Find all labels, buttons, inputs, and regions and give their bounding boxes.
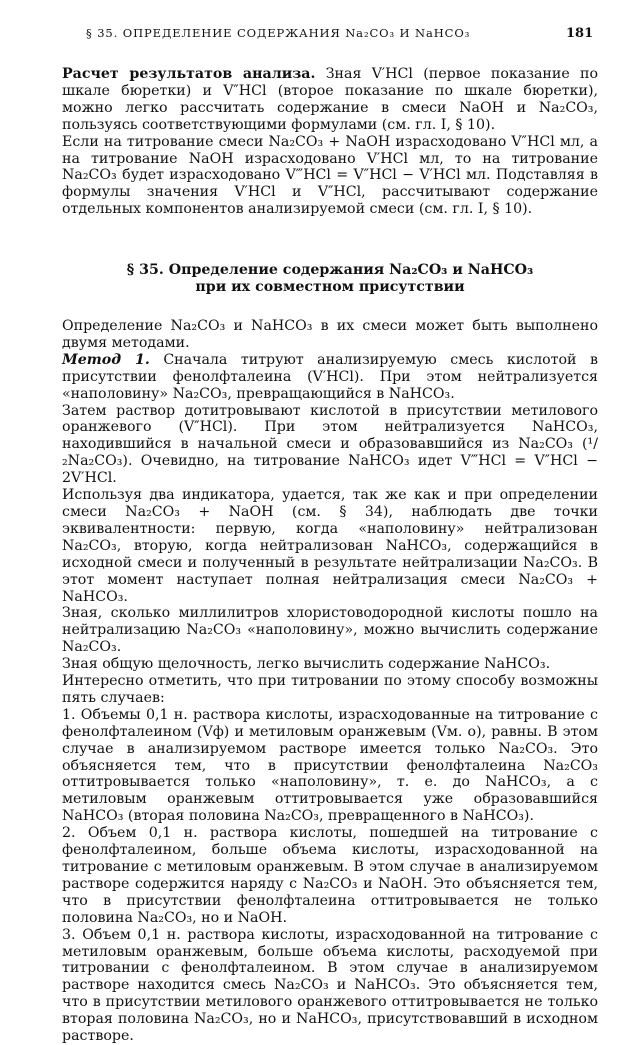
- method-paragraph: [62, 352, 598, 403]
- calc-paragraph-1-text: Зная V′HCl (первое показание по шкале бюретки) и V″HCl (второе показание по шкале бюретки), можно легко рассчитать содержание в смеси NaOH и Na₂CO₃, пользуясь соответствующими формулами (см. гл. I, § 10).: [62, 66, 598, 133]
- paragraph-alkalinity: Зная общую щелочность, легко вычислить содержание NaHCO₃.: [62, 656, 551, 673]
- calculation-block: [62, 66, 598, 218]
- case-1: 1. Объемы 0,1 н. раствора кислоты, израсходованные на титрование с фенолфталеином (Vф) и метиловым оранжевым (Vм. о), равны. В этом случае в анализируемом растворе имеется только Na₂CO₃. Это объясняется тем, что в присутствии фенолфталеина Na₂CO₃ оттитровывается только «наполовину», т. е. до NaHCO₃, а с метиловым оранжевым оттитровывается уже образовавшийся NaHCO₃ (вторая половина Na₂CO₃, превращенного в NaHCO₃).: [62, 706, 598, 825]
- section-heading-line-2: при их совместном присутствии: [195, 279, 465, 295]
- section-body: [62, 318, 598, 1045]
- page-number: 181: [566, 26, 594, 41]
- method-label: Метод 1.: [62, 351, 150, 368]
- case-2: 2. Объем 0,1 н. раствора кислоты, пошедшей на титрование с фенолфталеином, больше объема кислоты, израсходованной на титрование с метиловым оранжевым. В этом случае в анализируемом растворе содержится наряду с Na₂CO₃ и NaOH. Это объясняется тем, что в присутствии фенолфталеина оттитровывается не только половина Na₂CO₃, но и NaOH.: [62, 825, 598, 926]
- intro-paragraph: Определение Na₂CO₃ и NaHCO₃ в их смеси может быть выполнено двумя методами.: [62, 318, 598, 351]
- section-heading: [62, 262, 598, 296]
- paragraph-methyl-orange: Затем раствор дотитровывают кислотой в присутствии метилового оранжевого (V″HCl). При этом нейтрализуется NaHCO₃, находившийся в начальной смеси и образовавшийся из Na₂CO₃ (¹/₂Na₂CO₃). Очевидно, на титрование NaHCO₃ идет V‴HCl = V″HCl − 2V′HCl.: [62, 402, 598, 487]
- method-paragraph-text: Сначала титруют анализируемую смесь кислотой в присутствии фенолфталеина (V′HCl). При этом нейтрализуется «наполовину» Na₂CO₃, превращающийся в NaHCO₃.: [62, 351, 598, 402]
- paragraph-knowing-ml: Зная, сколько миллилитров хлористоводородной кислоты пошло на нейтрализацию Na₂CO₃ «наполовину», можно вычислить содержание Na₂CO₃.: [62, 605, 598, 656]
- calc-paragraph-2: Если на титрование смеси Na₂CO₃ + NaOH израсходовано V″HCl мл, а на титрование NaOH израсходовано V′HCl мл, то на титрование Na₂CO₃ будет израсходовано V‴HCl = V″HCl − V′HCl мл. Подставляя в формулы значения V′HCl и V″HCl, рассчитывают содержание отдельных компонентов анализируемой смеси (см. гл. I, § 10).: [62, 133, 598, 218]
- calc-paragraph-1: [62, 66, 598, 134]
- running-title: § 35. ОПРЕДЕЛЕНИЕ СОДЕРЖАНИЯ Na₂CO₃ И NaHCO₃: [86, 26, 471, 40]
- case-3: 3. Объем 0,1 н. раствора кислоты, израсходованной на титрование с метиловым оранжевым, больше объема кислоты, расходуемой при титровании с фенолфталеином. В этом случае в анализируемом растворе находится смесь Na₂CO₃ и NaHCO₃. Это объясняется тем, что в присутствии метилового оранжевого оттитровывается не только вторая половина Na₂CO₃, но и NaHCO₃, присутствовавший в исходном растворе.: [62, 926, 598, 1045]
- paragraph-five-cases: Интересно отметить, что при титровании по этому способу возможны пять случаев:: [62, 673, 598, 706]
- calc-run-in-heading: Расчет результатов анализа.: [62, 66, 316, 82]
- paragraph-two-indicators: Используя два индикатора, удается, так же как и при определении смеси Na₂CO₃ + NaOH (см. § 34), наблюдать две точки эквивалентности: первую, когда «наполовину» нейтрализован Na₂CO₃, вторую, когда нейтрализован NaHCO₃, содержащийся в исходной смеси и полученный в результате нейтрализации Na₂CO₃. В этот момент наступает полная нейтрализация смеси Na₂CO₃ + NaHCO₃.: [62, 487, 598, 605]
- section-heading-line-1: § 35. Определение содержания Na₂CO₃ и NaHCO₃: [126, 262, 534, 278]
